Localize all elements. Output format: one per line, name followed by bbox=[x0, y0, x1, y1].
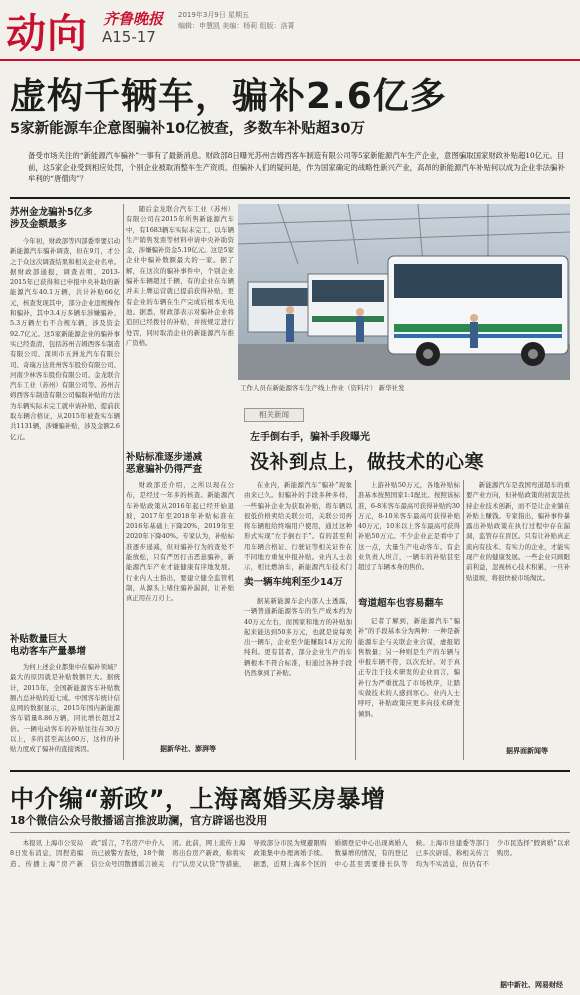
related-colB-paragraph: 上游补贴50万元，各地补贴标准基本按照国家1:1配比。按照该标准，6-8米客车最高可获得补贴约30万元，8-10米客车最高可获得补贴40万元，10米以上客车最高可获得补贴50万元。不少企业正是看中了这一点，大量生产电动客车。有企业负责人坦言，一辆车的补贴甚至超过了车辆本身的售价。 bbox=[358, 481, 460, 572]
col2-paragraph: 随后金龙联合汽车工业（苏州）有限公司在2015年所售新能源汽车中，有1683辆车实际未完工，以车辆生产销售发票等材料申请中央补助资金，涉嫌骗补资金5.19亿元。这是5家企业中骗补数额最大的一家。据了解，在这次的骗补事件中，个别企业骗补车辆超过千辆，有的企业在车辆并未上牌运营就已提前获得补贴，更有企业的车辆在生产完成后根本无电池。据悉，财政部表示对骗补企业将追回已经拨付的补贴，并按规定进行处罚，同时取消企业的新能源汽车推广资格。 bbox=[126, 205, 234, 347]
col2-body bbox=[126, 204, 234, 450]
col1-sidehead-2: 补贴数量巨大 电动客车产量暴增 bbox=[10, 634, 87, 657]
factory-photo bbox=[238, 204, 570, 380]
related-colB-body bbox=[358, 480, 460, 592]
second-story-paragraph: 本报讯 上海市公安局8日发布消息，因捏造编造、传播上海“房产新政”谣言，7名房产中介人员已被警方查处，18个微信公众号因散播谣言被关闭。此前，网上流传上海将出台房产新政，称将实行“认房又认贷”等措施，导致部分市民为规避限购政策集中办理离婚手续。据悉，近期上海多个区的婚姻登记中心出现离婚人数暴增的情况，有的登记中心甚至需要排长队等候。上海市住建委等部门已多次辟谣，称相关传言均为不实消息，但仍有不少市民选择“假离婚”以求购房。 bbox=[10, 839, 570, 868]
newspaper-brand: 齐鲁晚报 bbox=[103, 10, 164, 28]
section-divider bbox=[10, 197, 570, 199]
related-colB-head: 弯道超车也容易翻车 bbox=[358, 598, 444, 609]
related-colB-paragraph-2: 记者了解到，新能源汽车“骗补”的手段基本分为两种：一种是新能源车企与关联企业合谋，虚报销售数量；另一种则是生产的车辆与申报车辆不符，以次充好。对于真正专注于技术研发的企业而言，骗补行为严重扰乱了市场秩序，让踏实做技术的人感到寒心。业内人士呼吁，补贴政策应更多向技术研发倾斜。 bbox=[358, 617, 460, 718]
lead-subhead: 5家新能源车企意图骗补10亿被查，多数车补贴超30万 bbox=[10, 121, 365, 137]
related-news-tab: 相关新闻 bbox=[244, 408, 304, 422]
second-story-rule bbox=[10, 832, 570, 833]
related-colC-paragraph: 新能源汽车是我国弯道超车的重要产业方向，但补贴政策的初衷是扶持企业技术创新，而不是让企业躺在补贴上赚钱。专家指出，骗补事件暴露出补贴政策在执行过程中存在漏洞，监管存在盲区。只有让补贴真正流向有技术、有实力的企业，才能实现产业的健康发展。一些企业只顾眼前利益，忽视核心技术积累，一旦补贴退坡，将很快被市场淘汰。 bbox=[466, 481, 570, 582]
related-colA-body-2 bbox=[244, 596, 352, 760]
related-source: 据界面新闻等 bbox=[506, 747, 548, 755]
col2-source: 据新华社、澎湃等 bbox=[160, 745, 216, 753]
section-title: 动向 bbox=[6, 11, 88, 57]
col1-sidehead: 苏州金龙骗补5亿多 涉及金额最多 bbox=[10, 207, 93, 230]
col1-body bbox=[10, 236, 120, 632]
column-rule bbox=[123, 204, 124, 760]
related-colB-body-2 bbox=[358, 616, 460, 760]
col2-body-2 bbox=[126, 480, 234, 738]
related-headline: 没补到点上，做技术的心寒 bbox=[250, 451, 485, 473]
story-divider bbox=[10, 770, 570, 772]
editor-credits: 编辑：申慧凯 美编：杨莉 组版：洛菁 bbox=[178, 22, 295, 30]
col1-paragraph: 今年初，财政部等四部委率要启动新能源汽车骗补调查，但在9月，才公之于众这次调查结果和相关企业名单。据财政部通报，调查表明，2013-2015年已获得和已申报中央补助的新能源汽车40.1万辆，共计补贴66亿元，核查发现其中，部分企业违规操作和骗补，其中3.4万多辆车涉嫌骗补、5.3万辆左右不合规车辆，涉及资金92.7亿元。这5家新能源企业的骗补事实已经查清，包括苏州吉姆西客车制造有限公司、深圳市五洲龙汽车有限公司、奇瑞万达贵州客车股份有限公司、河南少林客车股份有限公司、金龙联合汽车工业（苏州）有限公司等。苏州吉姆西客车制造有限公司骗取补贴的方法为车辆实际未完工就申请补贴、提前获取车辆合格证，从2015年被查实车辆共1131辆，涉嫌骗补贴，涉及金额2.6亿元。 bbox=[10, 237, 120, 441]
masthead-rule bbox=[0, 59, 580, 61]
col2-sidehead: 补贴标准逐步递减 恶意骗补仍得严查 bbox=[126, 452, 203, 475]
column-rule-3 bbox=[463, 480, 464, 760]
col1-body-2 bbox=[10, 662, 120, 758]
bus-factory-illustration bbox=[238, 204, 570, 380]
related-kicker: 左手倒右手，骗补手段曝光 bbox=[250, 432, 370, 443]
second-subhead: 18个微信公众号散播谣言推波助澜，官方辟谣也没用 bbox=[10, 814, 268, 827]
related-colA-paragraph: 在业内，新能源汽车“骗补”现象由来已久。但骗补的手段多种多样，一些骗补企业为获取补贴，将车辆以很低价格卖给关联公司，关联公司再将车辆租给终端用户使用，通过这种形式实现“左手倒右手”。有的甚至利用车辆合格证、行驶证等相关证件在不同地方重复申报补贴。业内人士表示，相比燃油车，新能源汽车技术门 bbox=[244, 481, 352, 572]
col1-paragraph-2: 为何上述企业都集中在骗补领域？最大的原因就是补贴数额巨大。据统计，2015年，全国新能源客车补贴数额占总补贴的近七成。中国客车统计信息网的数据显示，2015年国内新能源客车销量8.86万辆，同比增长超过2倍。一辆电动客车的补贴往往在30万以上，多的甚至高达60万，这样的补贴力度成了骗补的直接诱因。 bbox=[10, 663, 120, 754]
second-headline: 中介编“新政”，上海离婚买房暴增 bbox=[10, 785, 386, 813]
second-story-body bbox=[10, 838, 570, 978]
lead-intro: 备受市场关注的“新能源汽车骗补”一事有了最新消息。财政部8日曝光苏州吉姆西客车制造有限公司等5家新能源汽车生产企业，意图骗取国家财政补贴超10亿元。目前，这5家企业受到相应处罚，个别企业被取消整车生产资质。但骗补人们的疑问是，作为国家确定的战略性新兴产业，高昂的新能源汽车补贴何以成为企业非法骗补牟利的“唐僧肉”？ bbox=[28, 151, 565, 183]
lead-headline: 虚构千辆车，骗补2.6亿多 bbox=[10, 76, 447, 117]
second-story-source: 据中新社、网易财经 bbox=[500, 981, 563, 989]
related-colA-body bbox=[244, 480, 352, 572]
col2-paragraph-2: 财政部还介绍，之所以现在公布，是经过一年多的核查。新能源汽车补贴政策从2016年起已经开始退坡，2017年至2018年补贴标准在2016年基础上下降20%，2019年至2020年下降40%。专家认为，补贴标准逐步递减，但对骗补行为的查处不能放松，只有严厉打击恶意骗补，新能源汽车产业才能健康有序地发展。行业内人士指出，要建立健全监管机制，从源头上堵住骗补漏洞，让补贴真正用在刀刃上。 bbox=[126, 481, 234, 603]
related-colA-head: 卖一辆车纯利至少14万 bbox=[244, 577, 343, 588]
column-rule-2 bbox=[355, 480, 356, 760]
masthead bbox=[0, 0, 580, 64]
photo-caption: 工作人员在新能源客车生产线上作业（资料片） 新华社发 bbox=[240, 384, 405, 392]
page-number: A15-17 bbox=[102, 28, 156, 46]
related-colA-paragraph-2: 据某新能源车企内部人士透露，一辆普通新能源客车的生产成本约为40万元左右，而国家和地方的补贴加起来能达到50多万元，也就是说每卖出一辆车，企业至少能赚取14万元的纯利。更有甚者，部分企业生产的车辆根本不符合标准，但通过各种手段仍然拿到了补贴。 bbox=[244, 597, 352, 678]
issue-date: 2019年3月9日 星期五 bbox=[178, 11, 249, 19]
related-colC-body bbox=[466, 480, 570, 740]
